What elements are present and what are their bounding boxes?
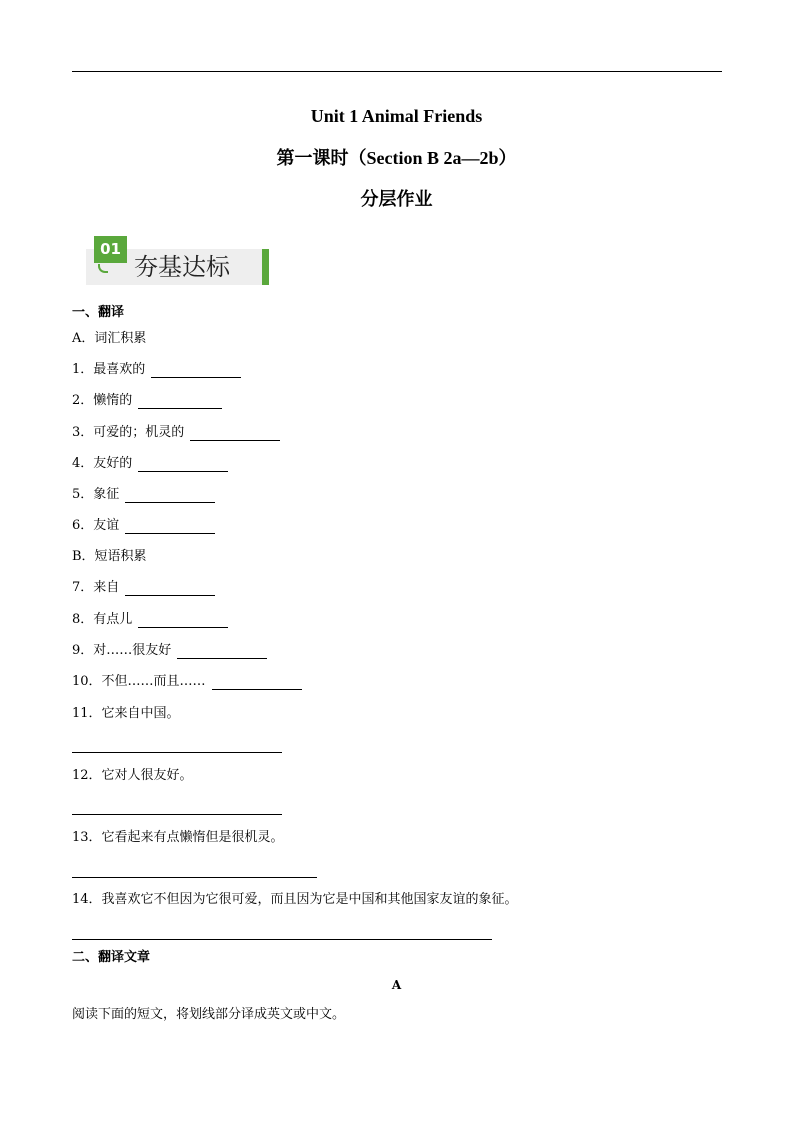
answer-blank[interactable] [212, 675, 302, 690]
question-label: 5．象征 [72, 487, 120, 502]
question-label: 2．懒惰的 [72, 393, 133, 408]
answer-line-11[interactable] [72, 752, 282, 753]
question-6 [72, 518, 215, 534]
question-8 [72, 612, 228, 628]
banner-accent-bar [262, 249, 269, 285]
question-label: 3．可爱的；机灵的 [72, 425, 185, 440]
assignment-heading: 分层作业 [360, 189, 433, 209]
question-2 [72, 393, 222, 409]
part1-heading: 一、翻译 [72, 305, 125, 320]
question-4 [72, 456, 228, 472]
section-b-label: B．短语积累 [72, 549, 147, 564]
sentence-12: 12．它对人很友好。 [72, 768, 193, 783]
question-label: 7．来自 [72, 580, 120, 595]
answer-line-12[interactable] [72, 814, 282, 815]
passage-label: A [391, 978, 402, 992]
question-label: 10．不但……而且…… [72, 674, 206, 689]
answer-line-14[interactable] [72, 939, 492, 940]
sentence-11: 11．它来自中国。 [72, 706, 180, 721]
question-label: 1．最喜欢的 [72, 362, 146, 377]
answer-line-13[interactable] [72, 877, 317, 878]
answer-blank[interactable] [138, 613, 228, 628]
lesson-subtitle: 第一课时（Section B 2a—2b） [276, 148, 517, 168]
answer-blank[interactable] [151, 363, 241, 378]
question-7 [72, 580, 215, 596]
question-9 [72, 643, 267, 659]
part2-heading: 二、翻译文章 [72, 950, 151, 965]
part2-instruction: 阅读下面的短文，将划线部分译成英文或中文。 [72, 1007, 346, 1022]
section-a-label: A．词汇积累 [72, 331, 147, 346]
top-rule [72, 71, 722, 72]
question-label: 6．友谊 [72, 518, 120, 533]
answer-blank[interactable] [125, 519, 215, 534]
question-label: 9．对……很友好 [72, 643, 172, 658]
answer-blank[interactable] [138, 457, 228, 472]
question-3 [72, 425, 280, 441]
answer-blank[interactable] [190, 426, 280, 441]
answer-blank[interactable] [138, 394, 222, 409]
banner-number: 01 [94, 236, 127, 263]
sentence-13: 13．它看起来有点懒惰但是很机灵。 [72, 830, 284, 845]
answer-blank[interactable] [177, 644, 267, 659]
question-label: 4．友好的 [72, 456, 133, 471]
section-banner [84, 233, 272, 287]
banner-label: 夯基达标 [134, 253, 230, 281]
document-title: Unit 1 Animal Friends [310, 106, 483, 126]
question-5 [72, 487, 215, 503]
question-1 [72, 362, 241, 378]
question-10 [72, 674, 302, 690]
answer-blank[interactable] [125, 581, 215, 596]
question-label: 8．有点儿 [72, 612, 133, 627]
sentence-14: 14．我喜欢它不但因为它很可爱，而且因为它是中国和其他国家友谊的象征。 [72, 892, 518, 907]
answer-blank[interactable] [125, 488, 215, 503]
